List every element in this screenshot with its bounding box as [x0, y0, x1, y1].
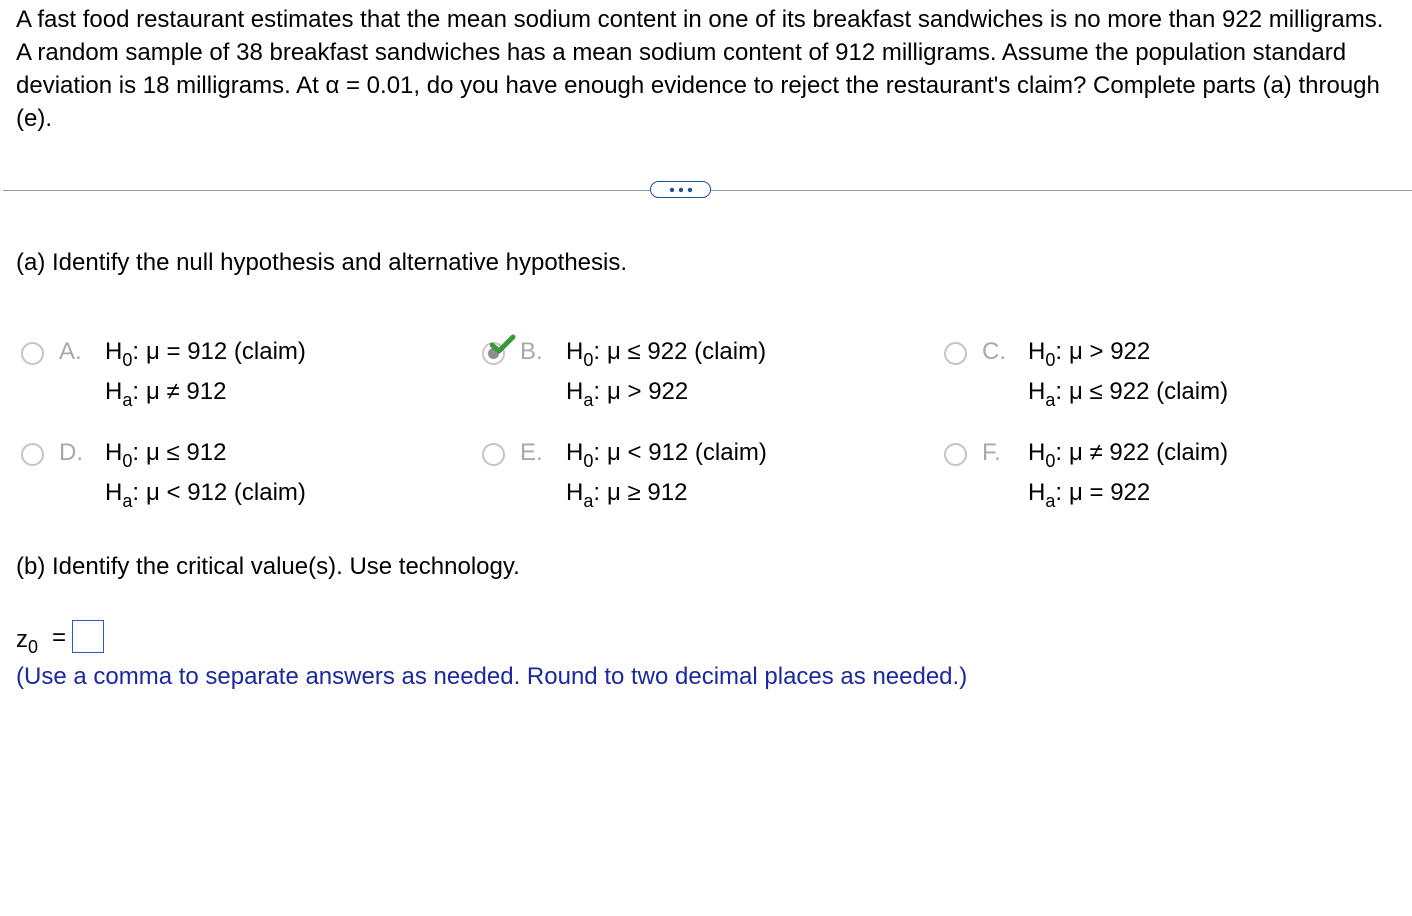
option-letter: C.: [982, 338, 1006, 365]
null-hypothesis: $H_0$: μ ≤ 922 (claim): [566, 338, 767, 370]
option-letter: B.: [520, 338, 543, 365]
null-hypothesis: $H_0$: μ ≤ 912: [105, 439, 227, 471]
option-f[interactable]: [944, 435, 1324, 515]
null-hypothesis: $H_0$: μ > 922: [1028, 338, 1151, 370]
option-c[interactable]: [944, 334, 1324, 414]
option-e[interactable]: [482, 435, 862, 515]
alternative-hypothesis: $H_a$: μ ≥ 912: [566, 479, 688, 511]
radio-button[interactable]: [482, 443, 505, 466]
equals-sign: =: [52, 624, 67, 651]
option-letter: F.: [982, 439, 1001, 466]
alternative-hypothesis: $H_a$: μ ≠ 912: [105, 378, 227, 410]
problem-statement: A fast food restaurant estimates that the mean sodium content in one of its breakfast sandwiches is no more than 922 milligrams. A random sample of 38 breakfast sandwiches has a mean sodium content of 912 milligrams. Assume the population standard deviation is 18 milligrams. At α = 0.01, do you have enough evidence to reject the restaurant's claim? Complete parts (a) through (e).: [16, 6, 1384, 132]
option-letter: D.: [59, 439, 83, 466]
option-d[interactable]: [21, 435, 401, 515]
radio-button[interactable]: [944, 342, 967, 365]
alternative-hypothesis: $H_a$: μ < 912 (claim): [105, 479, 306, 511]
z-symbol: $z_0$: [16, 626, 39, 657]
option-letter: E.: [520, 439, 543, 466]
null-hypothesis: $H_0$: μ = 912 (claim): [105, 338, 306, 370]
alternative-hypothesis: $H_a$: μ ≤ 922 (claim): [1028, 378, 1229, 410]
alternative-hypothesis: $H_a$: μ > 922: [566, 378, 689, 410]
part-b-prompt: (b) Identify the critical value(s). Use technology.: [16, 553, 520, 580]
radio-button[interactable]: [21, 342, 44, 365]
ellipsis-icon: [668, 187, 694, 193]
part-a-prompt: (a) Identify the null hypothesis and alternative hypothesis.: [16, 249, 628, 276]
checkmark-icon: [490, 334, 516, 356]
option-letter: A.: [59, 338, 82, 365]
null-hypothesis: $H_0$: μ ≠ 922 (claim): [1028, 439, 1229, 471]
critical-value-input[interactable]: [72, 620, 104, 653]
radio-button[interactable]: [944, 443, 967, 466]
option-b[interactable]: [482, 334, 862, 414]
more-options-button[interactable]: [650, 181, 711, 198]
radio-button[interactable]: [21, 443, 44, 466]
alternative-hypothesis: $H_a$: μ = 922: [1028, 479, 1151, 511]
option-a[interactable]: [21, 334, 401, 414]
answer-instructions: (Use a comma to separate answers as needed. Round to two decimal places as needed.): [16, 663, 968, 690]
null-hypothesis: $H_0$: μ < 912 (claim): [566, 439, 767, 471]
